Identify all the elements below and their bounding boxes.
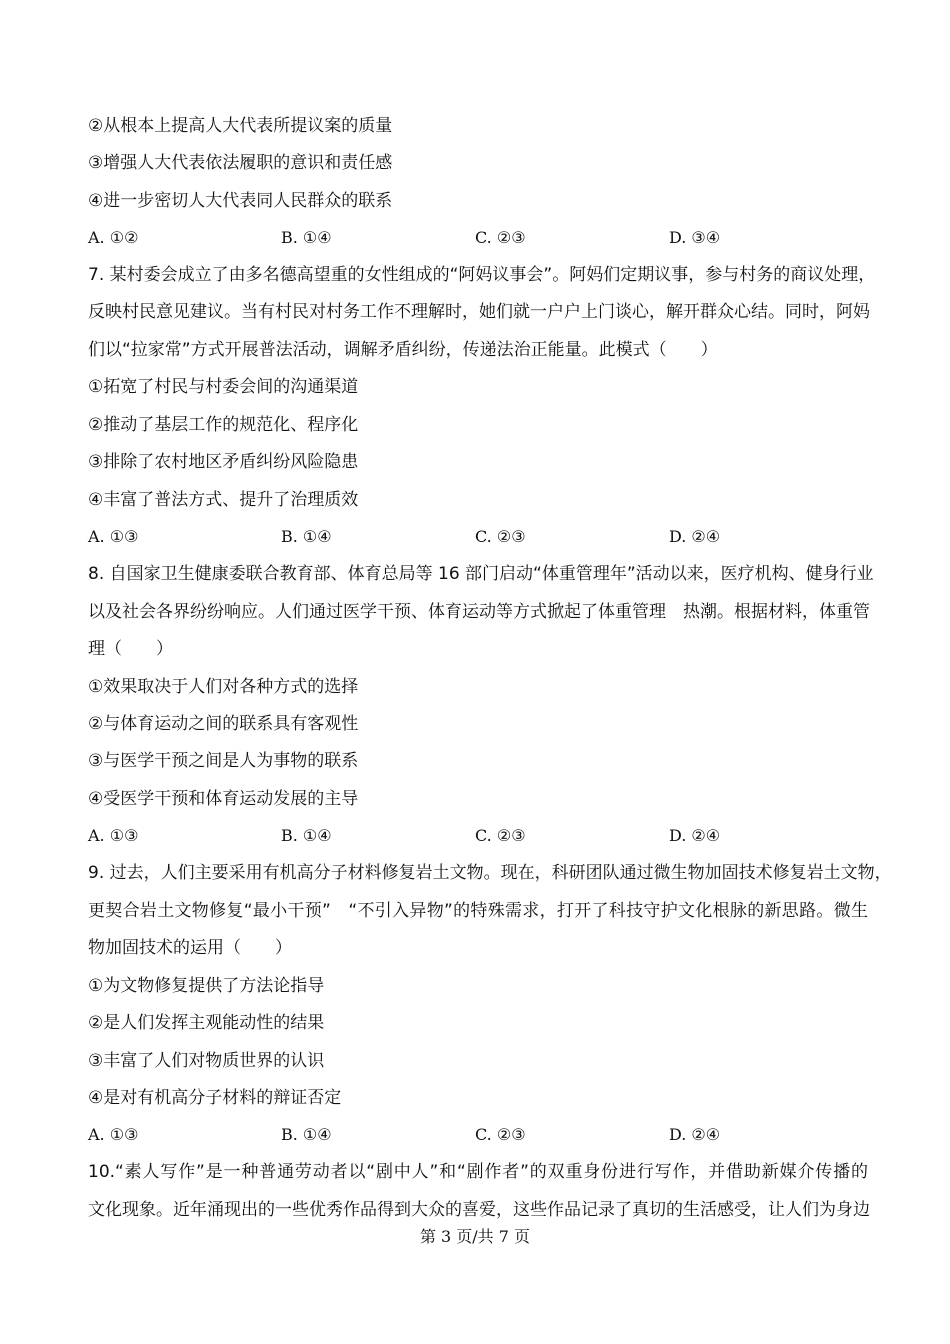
q7-stem-line-1: 7. 某村委会成立了由多名德高望重的女性组成的“阿妈议事会”。阿妈们定期议事，参与村务的商议处理，: [88, 265, 876, 285]
q6-option-a: A. ①②: [88, 228, 139, 247]
page-number-footer: 第 3 页/共 7 页: [419, 1227, 531, 1246]
q9-item-2: ②是人们发挥主观能动性的结果: [88, 1013, 325, 1033]
q8-stem-line-1: 8. 自国家卫生健康委联合教育部、体育总局等 16 部门启动“体重管理年”活动以来，医疗机构、健身行业: [88, 564, 874, 584]
q10-stem-line-2: 文化现象。近年涌现出的一些优秀作品得到大众的喜爱，这些作品记录了真切的生活感受，让人们为身边: [88, 1200, 870, 1220]
q9-stem-line-1: 9. 过去，人们主要采用有机高分子材料修复岩土文物。现在，科研团队通过微生物加固技术修复岩土文物，: [88, 863, 892, 883]
q7-options: [88, 526, 788, 548]
q7-stem-line-2: 反映村民意见建议。当有村民对村务工作不理解时，她们就一户户上门谈心，解开群众心结。同时，阿妈: [88, 302, 870, 322]
q8-item-1: ①效果取决于人们对各种方式的选择: [88, 677, 359, 697]
q8-option-a: A. ①③: [88, 826, 139, 845]
q8-option-d: D. ②④: [669, 826, 721, 845]
q6-option-d: D. ③④: [669, 228, 721, 247]
q8-stem-line-3: 理（ ）: [88, 639, 173, 659]
q10-stem-line-1: 10.“素人写作”是一种普通劳动者以“剧中人”和“剧作者”的双重身份进行写作，并借助新媒介传播的: [88, 1162, 868, 1182]
q6-option-c: C. ②③: [475, 228, 526, 247]
q7-item-3: ③排除了农村地区矛盾纠纷风险隐患: [88, 452, 359, 472]
q6-item-4: ④进一步密切人大代表同人民群众的联系: [88, 191, 393, 211]
q8-item-2: ②与体育运动之间的联系具有客观性: [88, 714, 359, 734]
q9-stem-line-2: 更契合岩土文物修复“最小干预” “不引入异物”的特殊需求，打开了科技守护文化根脉的新思路。微生: [88, 901, 868, 921]
q8-option-c: C. ②③: [475, 826, 526, 845]
q8-option-b: B. ①④: [281, 826, 332, 845]
q9-item-1: ①为文物修复提供了方法论指导: [88, 976, 325, 996]
q6-item-2: ②从根本上提高人大代表所提议案的质量: [88, 116, 393, 136]
q7-item-2: ②推动了基层工作的规范化、程序化: [88, 415, 359, 435]
q7-stem-line-3: 们以“拉家常”方式开展普法活动，调解矛盾纠纷，传递法治正能量。此模式（ ）: [88, 340, 718, 360]
q8-item-4: ④受医学干预和体育运动发展的主导: [88, 789, 359, 809]
q7-item-1: ①拓宽了村民与村委会间的沟通渠道: [88, 377, 359, 397]
q9-option-c: C. ②③: [475, 1125, 526, 1144]
q7-item-4: ④丰富了普法方式、提升了治理质效: [88, 490, 359, 510]
q7-option-a: A. ①③: [88, 527, 139, 546]
q9-item-4: ④是对有机高分子材料的辩证否定: [88, 1088, 342, 1108]
q9-stem-line-3: 物加固技术的运用（ ）: [88, 938, 292, 958]
q9-option-b: B. ①④: [281, 1125, 332, 1144]
q8-item-3: ③与医学干预之间是人为事物的联系: [88, 751, 359, 771]
q7-option-c: C. ②③: [475, 527, 526, 546]
q7-option-b: B. ①④: [281, 527, 332, 546]
q6-options: [88, 227, 788, 249]
q9-option-d: D. ②④: [669, 1125, 721, 1144]
q9-item-3: ③丰富了人们对物质世界的认识: [88, 1051, 325, 1071]
q8-stem-line-2: 以及社会各界纷纷响应。人们通过医学干预、体育运动等方式掀起了体重管理 热潮。根据材料，体重管: [88, 602, 870, 622]
q6-option-b: B. ①④: [281, 228, 332, 247]
q9-options: [88, 1124, 788, 1146]
q6-item-3: ③增强人大代表依法履职的意识和责任感: [88, 153, 393, 173]
q7-option-d: D. ②④: [669, 527, 721, 546]
q9-option-a: A. ①③: [88, 1125, 139, 1144]
q8-options: [88, 825, 788, 847]
